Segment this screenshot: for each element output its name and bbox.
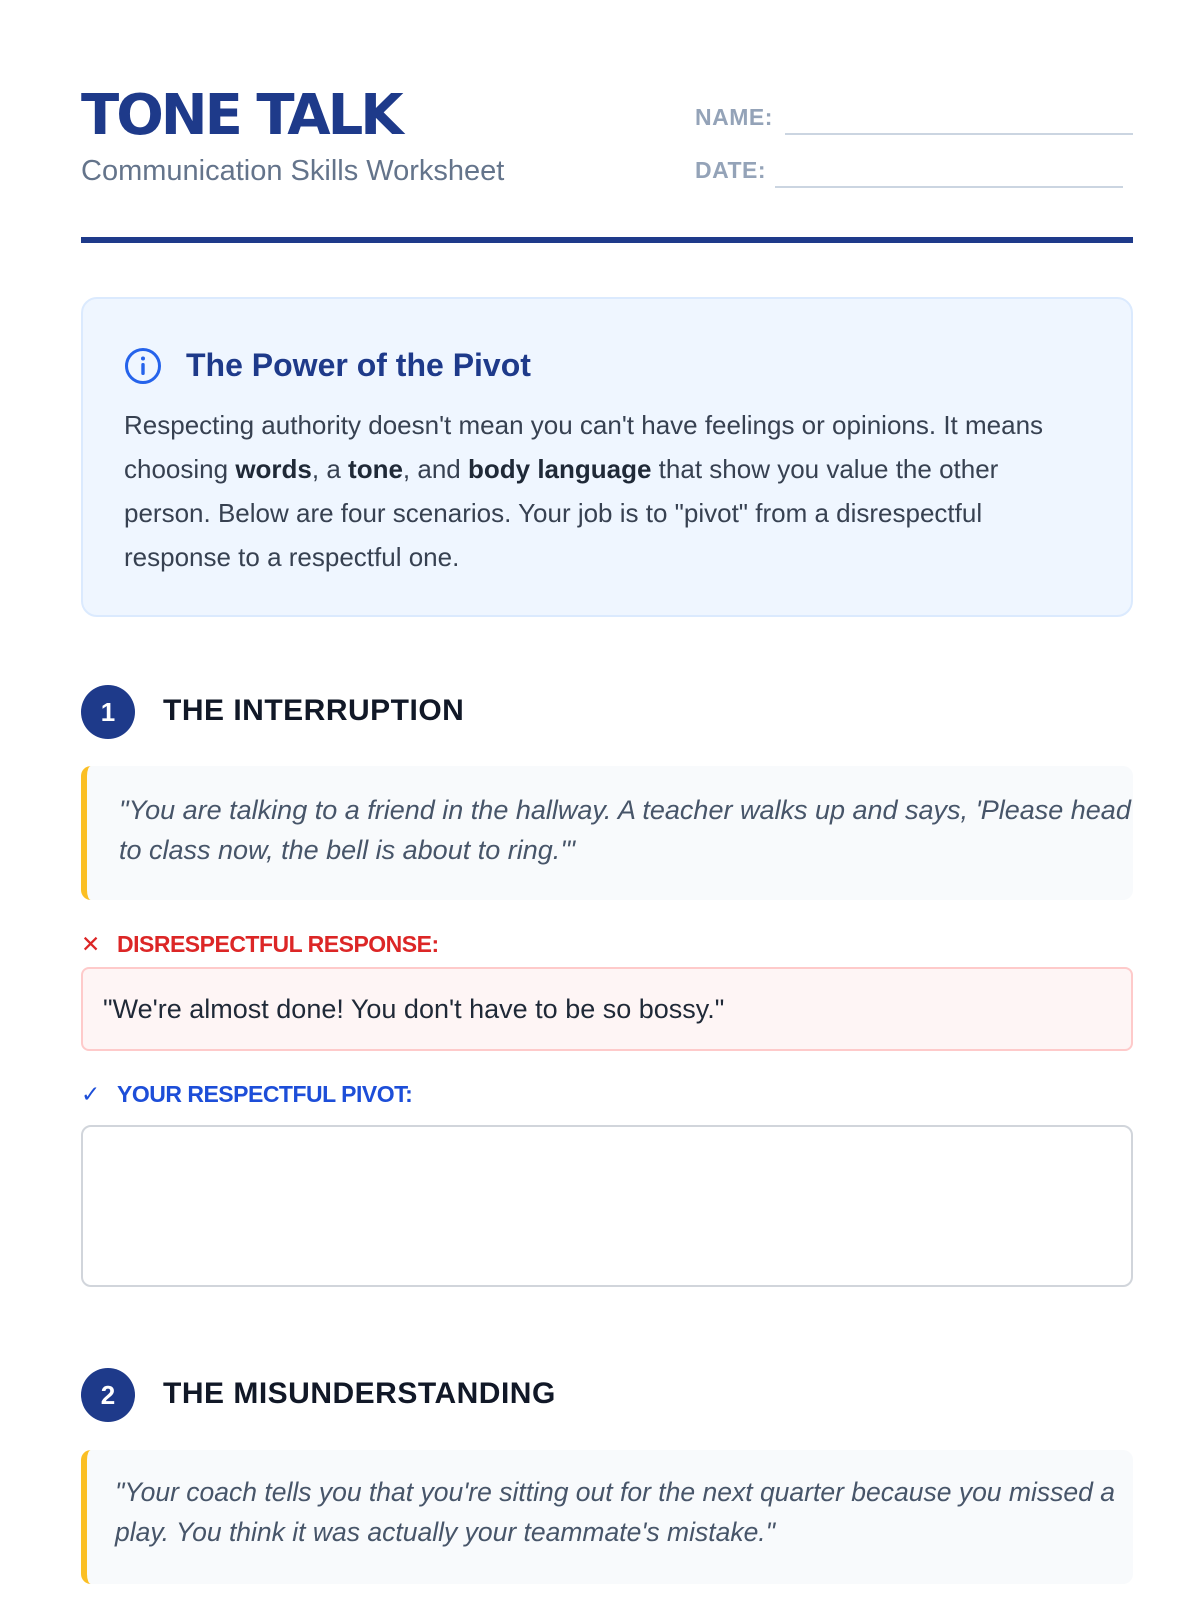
disrespectful-label: ✕ DISRESPECTFUL RESPONSE: xyxy=(81,931,439,957)
callout-body: Respecting authority doesn't mean you can't have feelings or opinions. It means choosing words, a tone, and body language that show you value the other person. Below are four scenarios. Your job is to "pivot" from a disrespectful response to a respectful one. xyxy=(124,410,1044,572)
scenario-quote: "Your coach tells you that you're sitting out for the next quarter because you missed a play. You think it was actually your teammate's mistake." xyxy=(81,1450,1133,1584)
worksheet-header xyxy=(81,0,1133,245)
scenario-title: THE MISUNDERSTANDING xyxy=(163,1377,556,1410)
x-icon: ✕ xyxy=(81,931,100,957)
worksheet-subtitle: Communication Skills Worksheet xyxy=(81,155,505,187)
intro-callout xyxy=(81,297,1133,617)
pivot-label: ✓ YOUR RESPECTFUL PIVOT: xyxy=(81,1081,413,1107)
info-icon xyxy=(124,347,162,385)
worksheet-page xyxy=(81,0,1133,1547)
scenario-number-badge: 2 xyxy=(81,1368,135,1422)
respectful-pivot-input[interactable] xyxy=(81,1125,1133,1287)
header-divider xyxy=(81,237,1133,243)
callout-title: The Power of the Pivot xyxy=(186,347,531,383)
scenario-number-badge: 1 xyxy=(81,685,135,739)
disrespectful-response: "We're almost done! You don't have to be so bossy." xyxy=(81,967,1133,1051)
check-icon: ✓ xyxy=(81,1081,100,1107)
worksheet-title: TONE TALK xyxy=(81,83,401,148)
name-field[interactable] xyxy=(785,133,1133,135)
name-label: NAME: xyxy=(695,104,773,130)
date-field[interactable] xyxy=(775,186,1123,188)
scenario-title: THE INTERRUPTION xyxy=(163,694,465,727)
scenario-quote: "You are talking to a friend in the hallway. A teacher walks up and says, 'Please head to class now, the bell is about to ring.'" xyxy=(81,766,1133,900)
date-label: DATE: xyxy=(695,157,767,183)
